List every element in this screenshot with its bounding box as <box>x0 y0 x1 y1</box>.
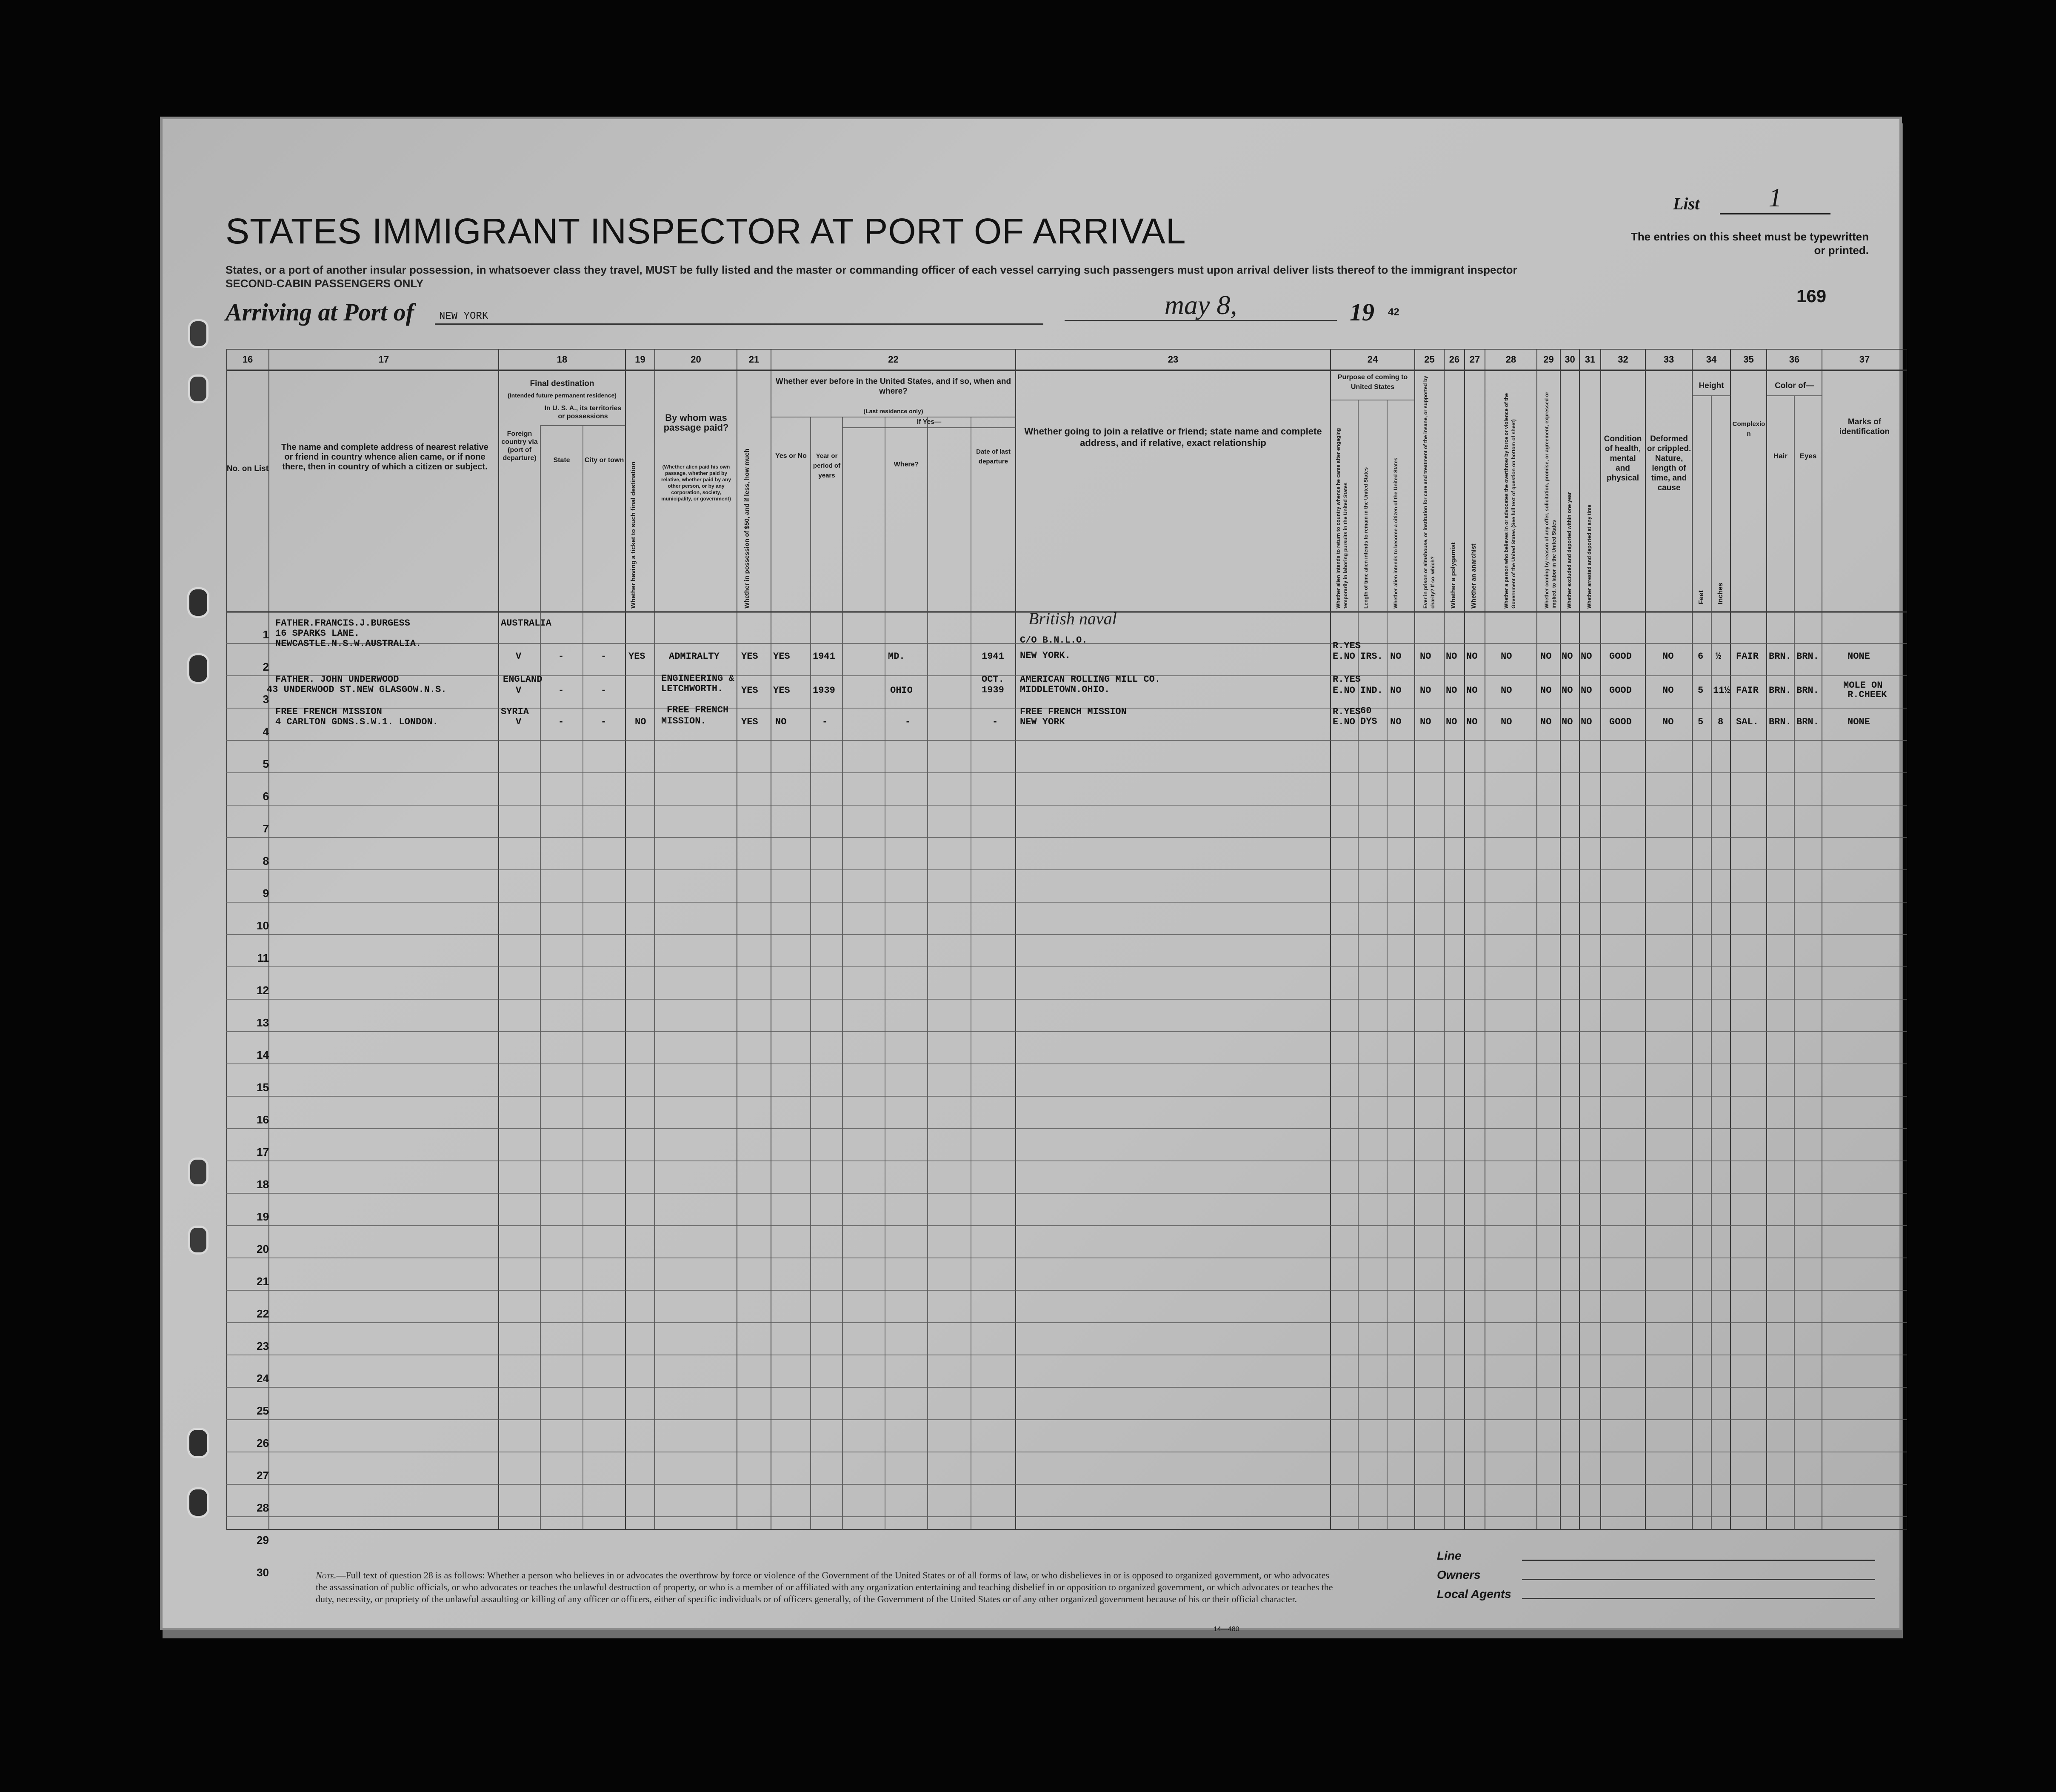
header-complexion: Complexion <box>1732 420 1765 437</box>
row1-feet: 6 <box>1698 651 1704 662</box>
row3-joining-line1: FREE FRENCH MISSION <box>1020 706 1127 717</box>
row3-relative-line2: 4 CARLTON GDNS.S.W.1. LONDON. <box>275 717 438 727</box>
header-joining: Whether going to join a relative or friend; state name and complete address, and if relative, exact relationship <box>1024 426 1322 448</box>
row3-via: V <box>516 717 522 727</box>
col-number: 27 <box>1469 354 1480 365</box>
agents-signature-field <box>1522 1598 1875 1599</box>
row2-paid-by-line2: LETCHWORTH. <box>661 683 723 694</box>
row-number: 30 <box>257 1566 269 1579</box>
port-field: NEW YORK <box>435 311 1043 325</box>
header-relative: The name and complete address of nearest relative or friend in country whence alien came, or if none there, then in country of which a citizen or subject. <box>281 443 488 472</box>
header-by-whom: By whom was passage paid? <box>663 412 729 433</box>
row-number: 10 <box>257 919 269 932</box>
row3-c28: NO <box>1501 717 1512 727</box>
row3-hair: BRN. <box>1769 717 1791 727</box>
col-number: 20 <box>691 354 701 365</box>
row1-departure: 1941 <box>982 651 1004 662</box>
row-number: 15 <box>257 1081 269 1094</box>
row1-where: MD. <box>888 651 905 662</box>
row3-c30: NO <box>1562 717 1573 727</box>
row1-length: IRS. <box>1360 651 1383 662</box>
header-final-destination-note: (Intended future permanent residence) <box>508 392 617 399</box>
form-subtitle-class: SECOND-CABIN PASSENGERS ONLY <box>226 277 424 290</box>
col-number: 24 <box>1367 354 1378 365</box>
header-ever-before-note: (Last residence only) <box>863 408 923 414</box>
row-number: 29 <box>257 1534 269 1546</box>
row1-joining-handwritten: British naval <box>1028 609 1117 628</box>
header-purpose: Purpose of coming to United States <box>1337 374 1408 391</box>
row-number: 12 <box>257 984 269 997</box>
row1-c25: NO <box>1420 651 1431 662</box>
header-no-on-list: No. on List <box>226 464 269 473</box>
row-number: 8 <box>263 855 269 867</box>
row2-paid-by-line1: ENGINEERING & <box>661 673 734 684</box>
row1-paid-by: ADMIRALTY <box>669 651 720 662</box>
row2-condition: GOOD <box>1609 685 1632 696</box>
row1-via: V <box>516 651 522 662</box>
row1-deformed: NO <box>1662 651 1674 662</box>
row2-deformed: NO <box>1662 685 1674 696</box>
header-hair: Hair <box>1773 452 1788 460</box>
row2-year: 1939 <box>813 685 835 696</box>
binder-hole <box>187 1428 209 1458</box>
row1-eyes: BRN. <box>1796 651 1819 662</box>
owners-label: Owners <box>1437 1568 1481 1581</box>
row-number: 24 <box>257 1372 269 1385</box>
row1-possession: YES <box>741 651 758 662</box>
row-number: 26 <box>257 1437 269 1449</box>
row3-citizen: NO <box>1390 717 1402 727</box>
header-anarchist: Whether an anarchist <box>1470 543 1477 609</box>
year-value: 42 <box>1388 306 1399 318</box>
row2-citizen: NO <box>1390 685 1402 696</box>
table-grid-lines <box>226 349 1907 1530</box>
row3-ever-before: NO <box>775 717 787 727</box>
list-label: List <box>1673 194 1700 213</box>
row1-ever-before: YES <box>773 651 790 662</box>
header-polygamist: Whether a polygamist <box>1450 542 1457 609</box>
row2-state: - <box>558 685 564 696</box>
col-number: 34 <box>1706 354 1717 365</box>
row1-inches: ½ <box>1716 651 1722 662</box>
binder-hole <box>188 319 208 348</box>
row2-purpose-return: R.YES <box>1333 674 1361 685</box>
row-number: 22 <box>257 1307 269 1320</box>
row3-length: 60 DYS <box>1360 706 1377 727</box>
header-purpose-length: Length of time alien intends to remain in the United States <box>1363 467 1369 609</box>
row-number: 4 <box>263 725 269 738</box>
page-number: 169 <box>1796 286 1827 306</box>
row2-c31: NO <box>1581 685 1592 696</box>
row2-hair: BRN. <box>1769 685 1791 696</box>
row2-marks-line1: MOLE ON <box>1843 680 1883 691</box>
row1-foreign-country: AUSTRALIA <box>501 618 551 629</box>
row2-c27: NO <box>1466 685 1478 696</box>
row2-feet: 5 <box>1698 685 1704 696</box>
row1-purpose-e: E.NO <box>1333 651 1355 662</box>
row-number: 9 <box>263 887 269 900</box>
row-number: 28 <box>257 1501 269 1514</box>
row-number: 6 <box>263 790 269 803</box>
row1-c27: NO <box>1466 651 1478 662</box>
header-feet: Feet <box>1698 590 1705 604</box>
header-prison: Ever in prison or almshouse, or institution for care and treatment of the insane, or supported by charity? If so, which? <box>1422 376 1436 609</box>
row3-deformed: NO <box>1662 717 1674 727</box>
header-final-destination: Final destination <box>530 379 594 388</box>
row3-condition: GOOD <box>1609 717 1632 727</box>
header-deformed: Deformed or crippled. Nature, length of time, and cause <box>1647 434 1691 492</box>
row2-length: IND. <box>1360 685 1383 696</box>
row-number: 5 <box>263 757 269 770</box>
binder-hole <box>187 587 209 618</box>
col-number: 31 <box>1585 354 1596 365</box>
col-number: 37 <box>1859 354 1870 365</box>
binder-hole <box>188 1226 208 1255</box>
binder-hole <box>188 374 208 403</box>
row2-where: OHIO <box>890 685 913 696</box>
header-foreign-country: Foreign country via (port of departure) <box>501 430 538 462</box>
row1-marks: NONE <box>1848 651 1870 662</box>
col-number: 22 <box>888 354 899 365</box>
row3-eyes: BRN. <box>1796 717 1819 727</box>
binder-hole <box>187 1487 209 1518</box>
row2-departure: OCT. 1939 <box>982 674 1004 695</box>
row1-purpose-return: R.YES <box>1333 640 1361 651</box>
row2-relative-line2: 43 UNDERWOOD ST.NEW GLASGOW.N.S. <box>267 684 447 695</box>
row3-city: - <box>601 717 607 727</box>
list-number: 1 <box>1720 183 1830 214</box>
form-title: STATES IMMIGRANT INSPECTOR AT PORT OF ARRIVAL <box>226 211 1186 251</box>
row1-relative-line3: NEWCASTLE.N.S.W.AUSTRALIA. <box>275 638 422 649</box>
row-number: 18 <box>257 1178 269 1191</box>
col-number: 25 <box>1424 354 1435 365</box>
row2-joining-line2: MIDDLETOWN.OHIO. <box>1020 684 1110 695</box>
header-yes-no: Yes or No <box>775 452 807 460</box>
year-label: 19 <box>1350 298 1374 326</box>
row3-state: - <box>558 717 564 727</box>
form-number: 14—480 <box>1214 1626 1239 1633</box>
header-where: Where? <box>894 461 919 468</box>
row1-condition: GOOD <box>1609 651 1632 662</box>
row3-possession: YES <box>741 717 758 727</box>
header-overthrow: Whether a person who believes in or advocates the overthrow by force or violence of the Government of the United States (See full text of question on bottom of sheet) <box>1503 393 1516 609</box>
row-number: 23 <box>257 1340 269 1352</box>
row-number: 11 <box>257 952 269 964</box>
row-number: 13 <box>257 1016 269 1029</box>
header-purpose-citizen: Whether alien intends to become a citizen of the United States <box>1393 457 1399 609</box>
row-number: 2 <box>263 660 269 673</box>
binder-hole <box>188 1158 208 1186</box>
row1-complexion: FAIR <box>1736 651 1759 662</box>
row2-c29: NO <box>1540 685 1552 696</box>
header-height: Height <box>1699 381 1724 390</box>
row-number: 16 <box>257 1113 269 1126</box>
row3-paid-by-line2: MISSION. <box>661 716 706 726</box>
col-number: 17 <box>378 354 389 365</box>
row2-eyes: BRN. <box>1796 685 1819 696</box>
row3-c26: NO <box>1446 717 1457 727</box>
row3-complexion: SAL. <box>1736 717 1759 727</box>
header-possession: Whether in possession of $50, and if less, how much <box>743 449 751 609</box>
row-number: 14 <box>257 1049 269 1061</box>
row3-purpose-return: R.YES <box>1333 706 1361 717</box>
col-number: 23 <box>1168 354 1179 365</box>
row3-c25: NO <box>1420 717 1431 727</box>
row-number: 1 <box>263 628 269 641</box>
header-state: State <box>553 457 570 464</box>
row2-relative-line1: FATHER. JOHN UNDERWOOD <box>275 674 399 685</box>
header-year-period: Year or period of years <box>813 452 841 479</box>
header-inches: Inches <box>1717 583 1724 604</box>
owners-signature-field <box>1522 1579 1875 1580</box>
row1-joining-line1: C/O B.N.L.O. <box>1020 635 1088 646</box>
row1-hair: BRN. <box>1769 651 1791 662</box>
header-city: City or town <box>584 457 624 464</box>
col-number: 32 <box>1618 354 1628 365</box>
header-if-yes: If Yes— <box>917 418 942 426</box>
row1-c31: NO <box>1581 651 1592 662</box>
header-in-usa: In U. S. A., its territories or possessions <box>544 405 622 420</box>
line-signature-field <box>1522 1560 1875 1561</box>
row1-citizen: NO <box>1390 651 1402 662</box>
row-number: 20 <box>257 1243 269 1255</box>
header-condition: Condition of health, mental and physical <box>1604 434 1642 483</box>
col-number: 21 <box>748 354 760 365</box>
row-number: 7 <box>263 822 269 835</box>
header-color-of: Color of— <box>1775 381 1814 390</box>
row3-joining-line2: NEW YORK <box>1020 717 1065 727</box>
row2-foreign-country: ENGLAND <box>503 674 543 685</box>
row2-marks-line2: R.CHEEK <box>1848 689 1887 700</box>
col-number: 36 <box>1789 354 1800 365</box>
row1-city: - <box>601 651 607 662</box>
col-number: 29 <box>1543 354 1554 365</box>
row3-relative-line1: FREE FRENCH MISSION <box>275 706 382 717</box>
row3-departure: - <box>992 717 998 727</box>
col-number: 16 <box>242 354 253 365</box>
row2-ever-before: YES <box>773 685 790 696</box>
col-number: 19 <box>635 354 645 365</box>
row1-c28: NO <box>1501 651 1512 662</box>
col-number: 28 <box>1505 354 1516 365</box>
row3-where: - <box>905 717 911 727</box>
header-excluded: Whether excluded and deported within one year <box>1566 492 1572 609</box>
row1-year: 1941 <box>813 651 835 662</box>
row3-purpose-e: E.NO <box>1333 717 1355 727</box>
row3-paid-by-line1: FREE FRENCH <box>667 705 729 715</box>
header-ever-before: Whether ever before in the United States, and if so, when and where? <box>775 377 1011 396</box>
header-arrested: Whether arrested and deported at any time <box>1586 504 1592 609</box>
binder-hole <box>187 653 209 684</box>
row-number: 3 <box>263 693 269 706</box>
footnote-text: —Full text of question 28 is as follows: Whether a person who believes in or advocates the overthrow by force or violence of the Government of the United States or of all forms of law, or who disbelieves in or is opposed to organized government, or who advocates the assassination of public officials, or who advocates or teaches the unlawful destruction of property, or who is a member of or affiliated with any organization entertaining and teaching disbelief in or opposition to organized government, or which advocates or teaches the duty, necessity, or propriety of the unlawful assaulting or killing of any officer or officers, either of specific individuals or of officers generally, of the Government of the United States or of any other organized government because of his or their official character. <box>316 1570 1333 1604</box>
form-subtitle-text: States, or a port of another insular possession, in whatsoever class they travel, MUST be fully listed and the master or commanding officer of each vessel carrying such passengers must upon arrival deliver lists thereof to the immigrant inspector <box>226 263 1517 276</box>
row1-ticket: YES <box>628 651 645 662</box>
row2-inches: 11½ <box>1713 685 1730 696</box>
col-number: 26 <box>1449 354 1460 365</box>
header-marks: Marks of identification <box>1839 417 1890 436</box>
header-offer-labor: Whether coming by reason of any offer, solicitation, promise, or agreement, expressed or implied, to labor in the United States <box>1544 392 1557 609</box>
col-number: 30 <box>1565 354 1575 365</box>
row3-marks: NONE <box>1848 717 1870 727</box>
line-label: Line <box>1437 1549 1462 1562</box>
row3-c29: NO <box>1540 717 1552 727</box>
col-number: 35 <box>1743 354 1754 365</box>
arrival-date: may 8, <box>1065 289 1337 321</box>
row3-feet: 5 <box>1698 717 1704 727</box>
row-number: 25 <box>257 1404 269 1417</box>
row-number: 19 <box>257 1210 269 1223</box>
header-purpose-return: Whether alien intends to return to country whence he came after engaging temporarily in laboring pursuits in the United States <box>1335 428 1348 609</box>
footnote-label: Note. <box>316 1570 337 1581</box>
form-subtitle <box>226 263 1638 290</box>
row3-inches: 8 <box>1718 717 1724 727</box>
row1-relative-line1: FATHER.FRANCIS.J.BURGESS <box>275 618 410 629</box>
header-date-departure: Date of last departure <box>976 448 1011 465</box>
row2-purpose-e: E.NO <box>1333 685 1355 696</box>
row3-c27: NO <box>1466 717 1478 727</box>
row1-joining-line2: NEW YORK. <box>1020 650 1071 661</box>
footnote <box>316 1569 1337 1605</box>
local-agents-label: Local Agents <box>1437 1587 1511 1601</box>
manifest-sheet <box>163 119 1899 1633</box>
header-eyes: Eyes <box>1799 452 1817 460</box>
row3-ticket: NO <box>635 717 646 727</box>
row2-c30: NO <box>1562 685 1573 696</box>
row-number: 27 <box>257 1469 269 1482</box>
entries-note: The entries on this sheet must be typewritten or printed. <box>1631 230 1869 257</box>
row2-via: V <box>516 685 522 696</box>
row2-c28: NO <box>1501 685 1512 696</box>
row2-joining-line1: AMERICAN ROLLING MILL CO. <box>1020 674 1161 685</box>
arriving-label: Arriving at Port of <box>226 298 414 326</box>
row3-year: - <box>822 717 828 727</box>
col-number: 18 <box>557 354 568 365</box>
row1-relative-line2: 16 SPARKS LANE. <box>275 628 360 639</box>
header-ticket: Whether having a ticket to such final destination <box>630 461 637 609</box>
row-number: 17 <box>257 1146 269 1158</box>
row2-complexion: FAIR <box>1736 685 1759 696</box>
row2-c26: NO <box>1446 685 1457 696</box>
row3-foreign-country: SYRIA <box>501 706 529 717</box>
row2-possession: YES <box>741 685 758 696</box>
row1-state: - <box>558 651 564 662</box>
row2-city: - <box>601 685 607 696</box>
row-number: 21 <box>257 1275 269 1288</box>
row1-c29: NO <box>1540 651 1552 662</box>
row3-c31: NO <box>1581 717 1592 727</box>
row2-c25: NO <box>1420 685 1431 696</box>
row1-c30: NO <box>1562 651 1573 662</box>
col-number: 33 <box>1663 354 1674 365</box>
row1-c26: NO <box>1446 651 1457 662</box>
header-by-whom-note: (Whether alien paid his own passage, whether paid by relative, whether paid by any other person, or by any corporation, society, municipality, or government) <box>661 464 731 502</box>
